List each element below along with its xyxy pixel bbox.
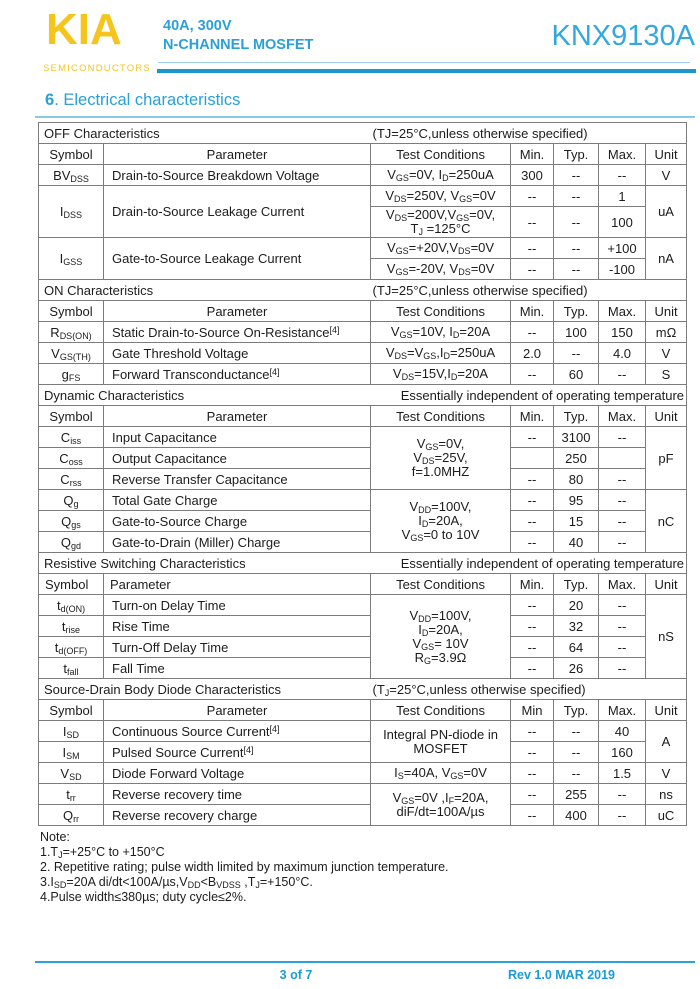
max-cell: -- [599, 532, 646, 553]
col-header-typ: Typ. [554, 574, 599, 595]
typ-cell: -- [554, 259, 599, 280]
section-title-rule [35, 116, 695, 118]
col-header-unit: Unit [646, 301, 687, 322]
parameter-cell: Rise Time [104, 616, 371, 637]
col-header-min: Min. [511, 144, 554, 165]
min-cell: -- [511, 805, 554, 826]
typ-cell: 3100 [554, 427, 599, 448]
max-cell: 150 [599, 322, 646, 343]
column-header-row [39, 144, 687, 165]
table-row [39, 165, 687, 186]
note-item: $1.T_J=+25^\circ C$ to +150°C [40, 845, 165, 860]
col-header-symbol: Symbol [39, 406, 104, 427]
typ-cell: 95 [554, 490, 599, 511]
symbol-cell: $g_{FS}$ [39, 364, 104, 385]
column-header-row [39, 301, 687, 322]
symbol-cell: $C_{iss}$ [39, 427, 104, 448]
header-rule-thick [157, 69, 696, 73]
min-cell: -- [511, 238, 554, 259]
max-cell: 1.5 [599, 763, 646, 784]
col-header-parameter: Parameter [104, 301, 371, 322]
typ-cell: 15 [554, 511, 599, 532]
max-cell: +100 [599, 238, 646, 259]
col-header-typ: Typ. [554, 406, 599, 427]
section-number: 6 [45, 91, 55, 109]
parameter-cell: Static Drain-to-Source On-Resistance[4] [104, 322, 371, 343]
table-row [39, 343, 687, 364]
table-row [39, 364, 687, 385]
col-header-symbol: Symbol [39, 144, 104, 165]
column-header-row [39, 700, 687, 721]
section-header-row [39, 679, 687, 700]
page-title [45, 91, 240, 110]
test-conditions-cell: $V_{DS}=250V$, $V_{GS}=0V$ [371, 186, 511, 207]
unit-cell: uA [646, 186, 687, 238]
test-conditions-cell: $V_{GS}=0V$, $V_{DS}=25V$, f=1.0MHZ [371, 427, 511, 490]
parameter-cell: Turn-on Delay Time [104, 595, 371, 616]
table-row [39, 469, 687, 490]
symbol-cell: $V_{GS(TH)}$ [39, 343, 104, 364]
typ-cell: 20 [554, 595, 599, 616]
symbol-cell: $t_{fall}$ [39, 658, 104, 679]
typ-cell: -- [554, 343, 599, 364]
symbol-cell: $V_{SD}$ [39, 763, 104, 784]
col-header-max: Max. [599, 144, 646, 165]
typ-cell: 255 [554, 784, 599, 805]
symbol-cell: $Q_{gd}$ [39, 532, 104, 553]
col-header-conditions: Test Conditions [371, 700, 511, 721]
col-header-conditions: Test Conditions [371, 574, 511, 595]
col-header-unit: Unit [646, 700, 687, 721]
symbol-cell: $Q_{gs}$ [39, 511, 104, 532]
table-row [39, 427, 687, 448]
table-row [39, 763, 687, 784]
col-header-typ: Typ. [554, 144, 599, 165]
min-cell: -- [511, 259, 554, 280]
parameter-cell: Fall Time [104, 658, 371, 679]
max-cell: 1 [599, 186, 646, 207]
unit-cell: mΩ [646, 322, 687, 343]
typ-cell: -- [554, 186, 599, 207]
table-row [39, 742, 687, 763]
test-conditions-cell: $V_{GS}=-20V$, $V_{DS}=0V$ [371, 259, 511, 280]
symbol-cell: $t_{d(OFF)}$ [39, 637, 104, 658]
parameter-cell: Total Gate Charge [104, 490, 371, 511]
device-rating-block [163, 17, 313, 55]
table-row [39, 721, 687, 742]
typ-cell: 32 [554, 616, 599, 637]
symbol-cell: $I_{DSS}$ [39, 186, 104, 238]
section-title-text: . Electrical characteristics [54, 91, 241, 109]
col-header-unit: Unit [646, 144, 687, 165]
section-title-cell: OFF Characteristics [39, 123, 371, 144]
table-row [39, 595, 687, 616]
test-conditions-cell: $V_{GS}=+20V,V_{DS}=0V$ [371, 238, 511, 259]
symbol-cell: $C_{rss}$ [39, 469, 104, 490]
min-cell: -- [511, 469, 554, 490]
test-conditions-cell: $V_{GS}=0V$ $,I_F=20A$, diF/dt=100A/µs [371, 784, 511, 826]
symbol-cell: $I_{SD}$ [39, 721, 104, 742]
min-cell: -- [511, 721, 554, 742]
typ-cell: -- [554, 721, 599, 742]
revision-label: Rev 1.0 MAR 2019 [508, 968, 616, 982]
symbol-cell: $BV_{DSS}$ [39, 165, 104, 186]
col-header-typ: Typ. [554, 301, 599, 322]
table-row [39, 322, 687, 343]
column-header-row [39, 574, 687, 595]
test-conditions-cell: $V_{DD}=100V$, $I_D=20A$, $V_{GS}=0$ to 10V [371, 490, 511, 553]
header-rule-thin [158, 62, 690, 63]
max-cell: -- [599, 469, 646, 490]
col-header-typ: Typ. [554, 700, 599, 721]
typ-cell: 40 [554, 532, 599, 553]
col-header-min: Min. [511, 301, 554, 322]
symbol-cell: $Q_{rr}$ [39, 805, 104, 826]
col-header-max: Max. [599, 574, 646, 595]
symbol-cell: $C_{oss}$ [39, 448, 104, 469]
parameter-cell: Forward Transconductance[4] [104, 364, 371, 385]
section-header-row [39, 553, 687, 574]
table-row [39, 448, 687, 469]
min-cell: -- [511, 207, 554, 238]
unit-cell: nC [646, 490, 687, 553]
parameter-cell: Gate-to-Source Leakage Current [104, 238, 371, 280]
max-cell: -- [599, 427, 646, 448]
min-cell: -- [511, 427, 554, 448]
max-cell: 100 [599, 207, 646, 238]
symbol-cell: $I_{SM}$ [39, 742, 104, 763]
max-cell: -- [599, 805, 646, 826]
typ-cell: 64 [554, 637, 599, 658]
min-cell: -- [511, 186, 554, 207]
col-header-parameter: Parameter [104, 574, 371, 595]
min-cell: -- [511, 490, 554, 511]
symbol-cell: $I_{GSS}$ [39, 238, 104, 280]
parameter-cell: Reverse recovery charge [104, 805, 371, 826]
table-row [39, 186, 687, 207]
symbol-cell: $t_{rr}$ [39, 784, 104, 805]
max-cell: 160 [599, 742, 646, 763]
min-cell: -- [511, 763, 554, 784]
symbol-cell: $t_{rise}$ [39, 616, 104, 637]
typ-cell: 250 [554, 448, 599, 469]
col-header-parameter: Parameter [104, 144, 371, 165]
test-conditions-cell: $I_S=40A$, $V_{GS}=0V$ [371, 763, 511, 784]
test-conditions-cell: $V_{DS}=200V,V_{GS}=0V$, $T_J =125^\circ C$ [371, 207, 511, 238]
test-conditions-cell: $V_{DD}=100V$, $I_D=20A$, $V_{GS}= 10V$ $R_G=3.9\Omega$ [371, 595, 511, 679]
max-cell: -- [599, 165, 646, 186]
col-header-max: Max. [599, 406, 646, 427]
min-cell: -- [511, 511, 554, 532]
parameter-cell: Diode Forward Voltage [104, 763, 371, 784]
test-conditions-cell: $V_{DS}=V_{GS},I_D=250uA$ [371, 343, 511, 364]
electrical-characteristics-table [38, 122, 687, 826]
min-cell: -- [511, 364, 554, 385]
typ-cell: -- [554, 742, 599, 763]
parameter-cell: Drain-to-Source Leakage Current [104, 186, 371, 238]
typ-cell: -- [554, 207, 599, 238]
test-conditions-cell: $V_{DS}=15V,I_D=20A$ [371, 364, 511, 385]
note-item: 2. Repetitive rating; pulse width limited by maximum junction temperature. [40, 860, 449, 874]
table-row [39, 658, 687, 679]
max-cell: 40 [599, 721, 646, 742]
symbol-cell: $Q_g$ [39, 490, 104, 511]
max-cell: -- [599, 511, 646, 532]
max-cell: -- [599, 784, 646, 805]
min-cell: 2.0 [511, 343, 554, 364]
section-condition-cell: Essentially independent of operating temperature [371, 385, 687, 406]
parameter-cell: Drain-to-Source Breakdown Voltage [104, 165, 371, 186]
section-condition-cell: ($T_J=25^\circ C,unless$ otherwise specified) [371, 679, 687, 700]
unit-cell: uC [646, 805, 687, 826]
parameter-cell: Gate Threshold Voltage [104, 343, 371, 364]
max-cell: -100 [599, 259, 646, 280]
table-row [39, 616, 687, 637]
min-cell: -- [511, 784, 554, 805]
part-number: KNX9130A [551, 20, 695, 52]
min-cell: -- [511, 658, 554, 679]
col-header-unit: Unit [646, 406, 687, 427]
unit-cell: nS [646, 595, 687, 679]
unit-cell: V [646, 763, 687, 784]
notes-label: Note: [40, 830, 70, 844]
brand-logo: KIA [46, 5, 122, 54]
max-cell: -- [599, 595, 646, 616]
parameter-cell: Pulsed Source Current[4] [104, 742, 371, 763]
section-title-cell: Resistive Switching Characteristics [39, 553, 371, 574]
table-row [39, 238, 687, 259]
max-cell [599, 448, 646, 469]
table-row [39, 805, 687, 826]
typ-cell: -- [554, 763, 599, 784]
typ-cell: 26 [554, 658, 599, 679]
col-header-max: Max. [599, 301, 646, 322]
section-condition-cell: (TJ=25°C,unless otherwise specified) [371, 123, 687, 144]
col-header-conditions: Test Conditions [371, 144, 511, 165]
parameter-cell: Gate-to-Drain (Miller) Charge [104, 532, 371, 553]
unit-cell: V [646, 165, 687, 186]
test-conditions-cell: $V_{GS}=0V$, $I_D=250uA$ [371, 165, 511, 186]
typ-cell: 400 [554, 805, 599, 826]
max-cell: -- [599, 637, 646, 658]
test-conditions-cell: Integral PN-diode in MOSFET [371, 721, 511, 763]
parameter-cell: Input Capacitance [104, 427, 371, 448]
col-header-parameter: Parameter [104, 406, 371, 427]
notes [40, 830, 687, 905]
section-header-row [39, 280, 687, 301]
col-header-symbol: Symbol [39, 574, 104, 595]
col-header-conditions: Test Conditions [371, 301, 511, 322]
table-row [39, 784, 687, 805]
col-header-conditions: Test Conditions [371, 406, 511, 427]
max-cell: -- [599, 616, 646, 637]
unit-cell: nA [646, 238, 687, 280]
max-cell: -- [599, 490, 646, 511]
table-row [39, 532, 687, 553]
symbol-cell: $t_{d(ON)}$ [39, 595, 104, 616]
device-rating: 40A, 300V [163, 18, 232, 34]
min-cell: -- [511, 532, 554, 553]
unit-cell: S [646, 364, 687, 385]
section-condition-cell: Essentially independent of operating temperature [371, 553, 687, 574]
note-item: 4.Pulse width≤380µs; duty cycle≤2%. [40, 890, 247, 904]
col-header-min: Min. [511, 574, 554, 595]
min-cell: -- [511, 595, 554, 616]
min-cell: -- [511, 322, 554, 343]
unit-cell: ns [646, 784, 687, 805]
section-title-cell: Source-Drain Body Diode Characteristics [39, 679, 371, 700]
parameter-cell: Reverse Transfer Capacitance [104, 469, 371, 490]
max-cell: 4.0 [599, 343, 646, 364]
symbol-cell: $R_{DS(ON)}$ [39, 322, 104, 343]
col-header-symbol: Symbol [39, 700, 104, 721]
table-row [39, 511, 687, 532]
typ-cell: 80 [554, 469, 599, 490]
parameter-cell: Reverse recovery time [104, 784, 371, 805]
section-title-cell: ON Characteristics [39, 280, 371, 301]
characteristics-table-wrap [38, 122, 687, 905]
unit-cell: pF [646, 427, 687, 490]
test-conditions-cell: $V_{GS}=10V$, $I_D=20A$ [371, 322, 511, 343]
parameter-cell: Output Capacitance [104, 448, 371, 469]
section-title-cell: Dynamic Characteristics [39, 385, 371, 406]
col-header-min: Min. [511, 406, 554, 427]
parameter-cell: Gate-to-Source Charge [104, 511, 371, 532]
col-header-max: Max. [599, 700, 646, 721]
parameter-cell: Turn-Off Delay Time [104, 637, 371, 658]
col-header-parameter: Parameter [104, 700, 371, 721]
typ-cell: 60 [554, 364, 599, 385]
col-header-min: Min [511, 700, 554, 721]
typ-cell: -- [554, 165, 599, 186]
min-cell: 300 [511, 165, 554, 186]
unit-cell: A [646, 721, 687, 763]
col-header-symbol: Symbol [39, 301, 104, 322]
section-header-row [39, 385, 687, 406]
max-cell: -- [599, 658, 646, 679]
max-cell: -- [599, 364, 646, 385]
column-header-row [39, 406, 687, 427]
col-header-unit: Unit [646, 574, 687, 595]
footer-rule [35, 961, 695, 963]
min-cell: -- [511, 616, 554, 637]
section-condition-cell: (TJ=25°C,unless otherwise specified) [371, 280, 687, 301]
note-item: $3.I_{SD}=20A$ $di/dt<100A/\mu s,V_{DD}<B_{VDSS}$ $,T_J=+150^\circ C$. [40, 875, 313, 890]
section-header-row [39, 123, 687, 144]
brand-logo-subtitle: SEMICONDUCTORS [43, 63, 151, 74]
min-cell [511, 448, 554, 469]
parameter-cell: Continuous Source Current[4] [104, 721, 371, 742]
table-row [39, 490, 687, 511]
page-number: 3 of 7 [279, 968, 313, 982]
min-cell: -- [511, 742, 554, 763]
typ-cell: -- [554, 238, 599, 259]
device-type: N-CHANNEL MOSFET [163, 37, 314, 53]
typ-cell: 100 [554, 322, 599, 343]
min-cell: -- [511, 637, 554, 658]
unit-cell: V [646, 343, 687, 364]
table-row [39, 637, 687, 658]
